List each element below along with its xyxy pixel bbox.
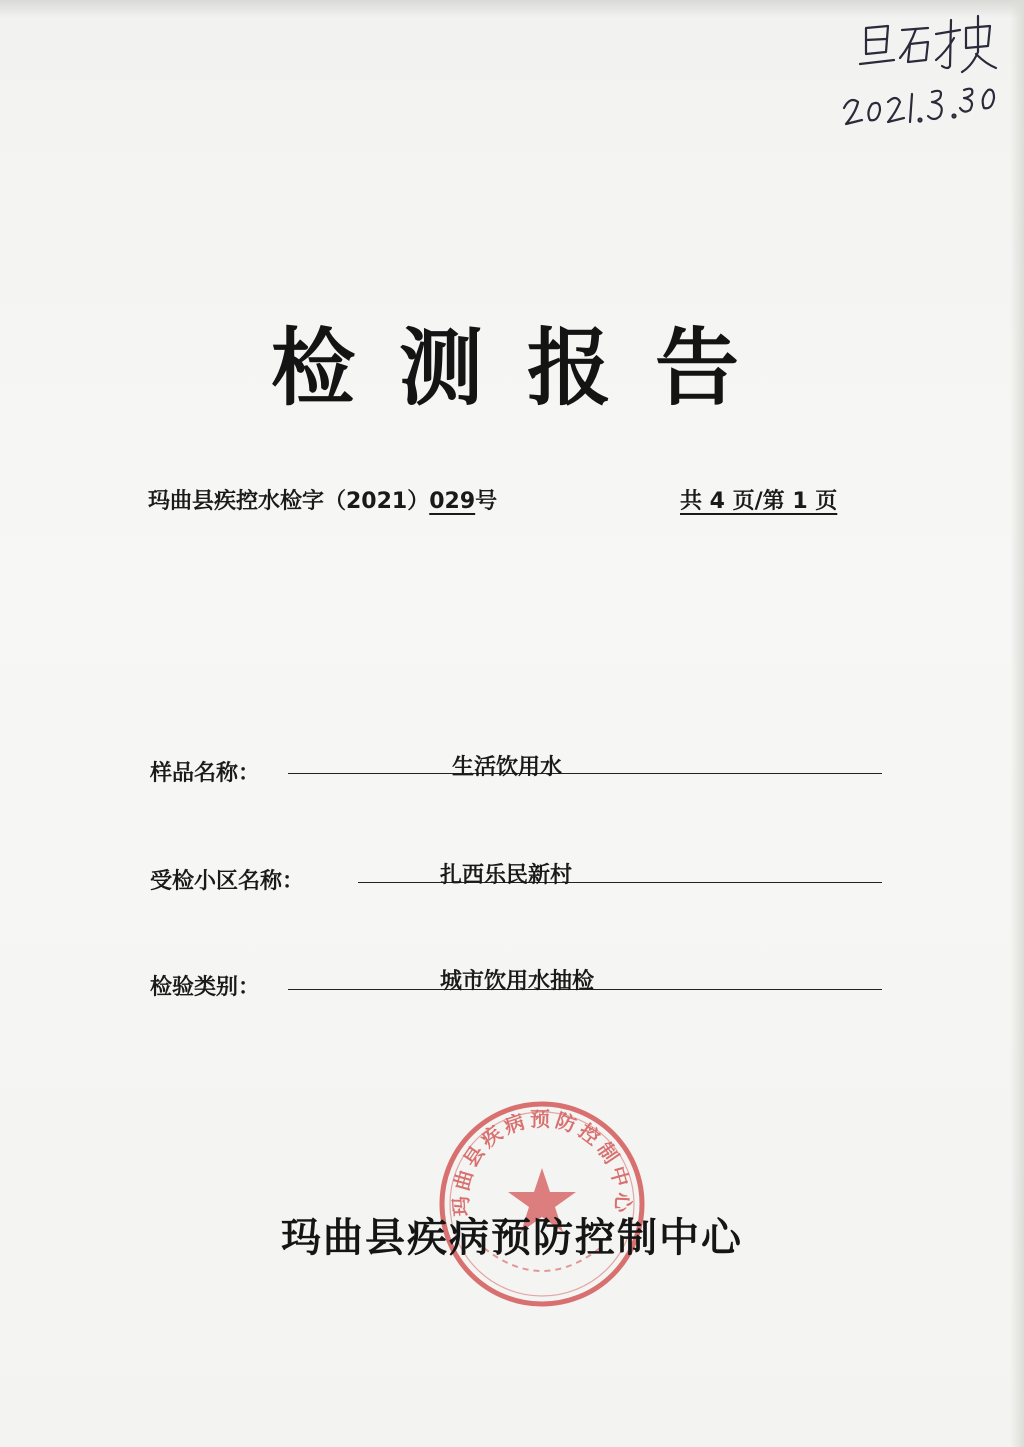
document-number xyxy=(148,484,497,515)
document-number-value: 029 xyxy=(429,489,476,514)
official-seal xyxy=(436,1098,648,1310)
organization-name: 玛曲县疾病预防控制中心 xyxy=(281,1215,743,1261)
handwritten-signature xyxy=(836,8,1006,138)
field-label-community-name: 受检小区名称： xyxy=(150,869,305,894)
svg-text:玛曲县疾病预防控制中心: 玛曲县疾病预防控制中心 xyxy=(448,1107,636,1217)
field-value-sample-name: 生活饮用水 xyxy=(452,755,563,780)
field-underline-community-name xyxy=(358,882,882,883)
report-title: 检测报告 xyxy=(270,319,783,417)
field-underline-sample-name xyxy=(288,773,882,774)
document-number-prefix: 玛曲县疾控水检字（2021） xyxy=(148,489,430,514)
field-label-sample-name: 样品名称： xyxy=(150,761,261,786)
page-info: 共 4 页/第 1 页 xyxy=(680,489,838,514)
field-value-inspection-type: 城市饮用水抽检 xyxy=(440,969,595,994)
field-label-inspection-type: 检验类别： xyxy=(150,975,261,1000)
field-value-community-name: 扎西乐民新村 xyxy=(440,863,573,888)
document-number-suffix: 号 xyxy=(475,489,498,514)
